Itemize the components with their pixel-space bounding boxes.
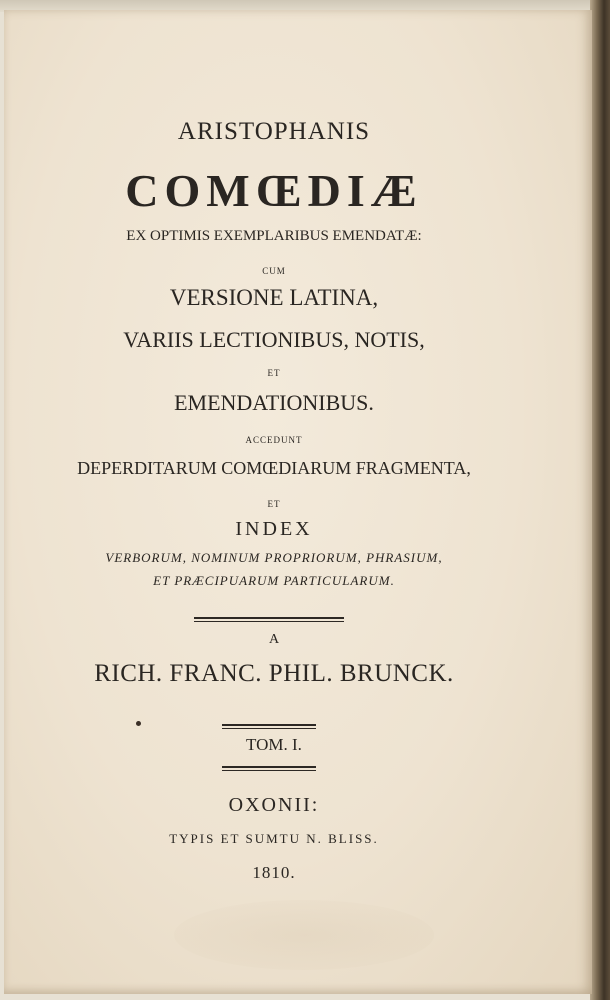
ink-blot [136, 721, 141, 726]
book-cover-edge [590, 0, 610, 1000]
paper-stain [174, 900, 434, 970]
divider-rule-2 [222, 724, 316, 729]
line-deperditarum: DEPERDITARUM COMŒDIARUM FRAGMENTA, [77, 458, 471, 478]
subtitle: EX OPTIMIS EXEMPLARIBUS EMENDATÆ: [126, 228, 422, 244]
line-verborum: VERBORUM, NOMINUM PROPRIORUM, PHRASIUM, [105, 550, 443, 565]
conjunction-et-1: ET [267, 368, 281, 378]
printer-line: TYPIS ET SUMTU N. BLISS. [169, 831, 379, 846]
divider-rule-3 [222, 766, 316, 771]
line-index: INDEX [235, 518, 313, 540]
line-versione-latina: VERSIONE LATINA, [169, 285, 379, 310]
author-name: ARISTOPHANIS [177, 118, 371, 145]
editor-name: RICH. FRANC. PHIL. BRUNCK. [94, 660, 454, 687]
divider-rule-1 [194, 617, 344, 622]
conjunction-et-2: ET [267, 499, 281, 509]
preposition-a: A [268, 632, 280, 647]
conjunction-cum: CUM [262, 266, 286, 276]
place-of-publication: OXONII: [228, 794, 320, 816]
word-accedunt: ACCEDUNT [245, 435, 303, 445]
line-praecipuarum: ET PRÆCIPUARUM PARTICULARUM. [153, 573, 395, 588]
publication-year: 1810. [252, 863, 296, 882]
line-variis-lectionibus: VARIIS LECTIONIBUS, NOTIS, [123, 327, 425, 352]
title-page [4, 10, 592, 994]
line-emendationibus: EMENDATIONIBUS. [174, 390, 374, 415]
volume-label: TOM. I. [246, 735, 302, 754]
work-title: COMŒDIÆ [125, 165, 423, 216]
